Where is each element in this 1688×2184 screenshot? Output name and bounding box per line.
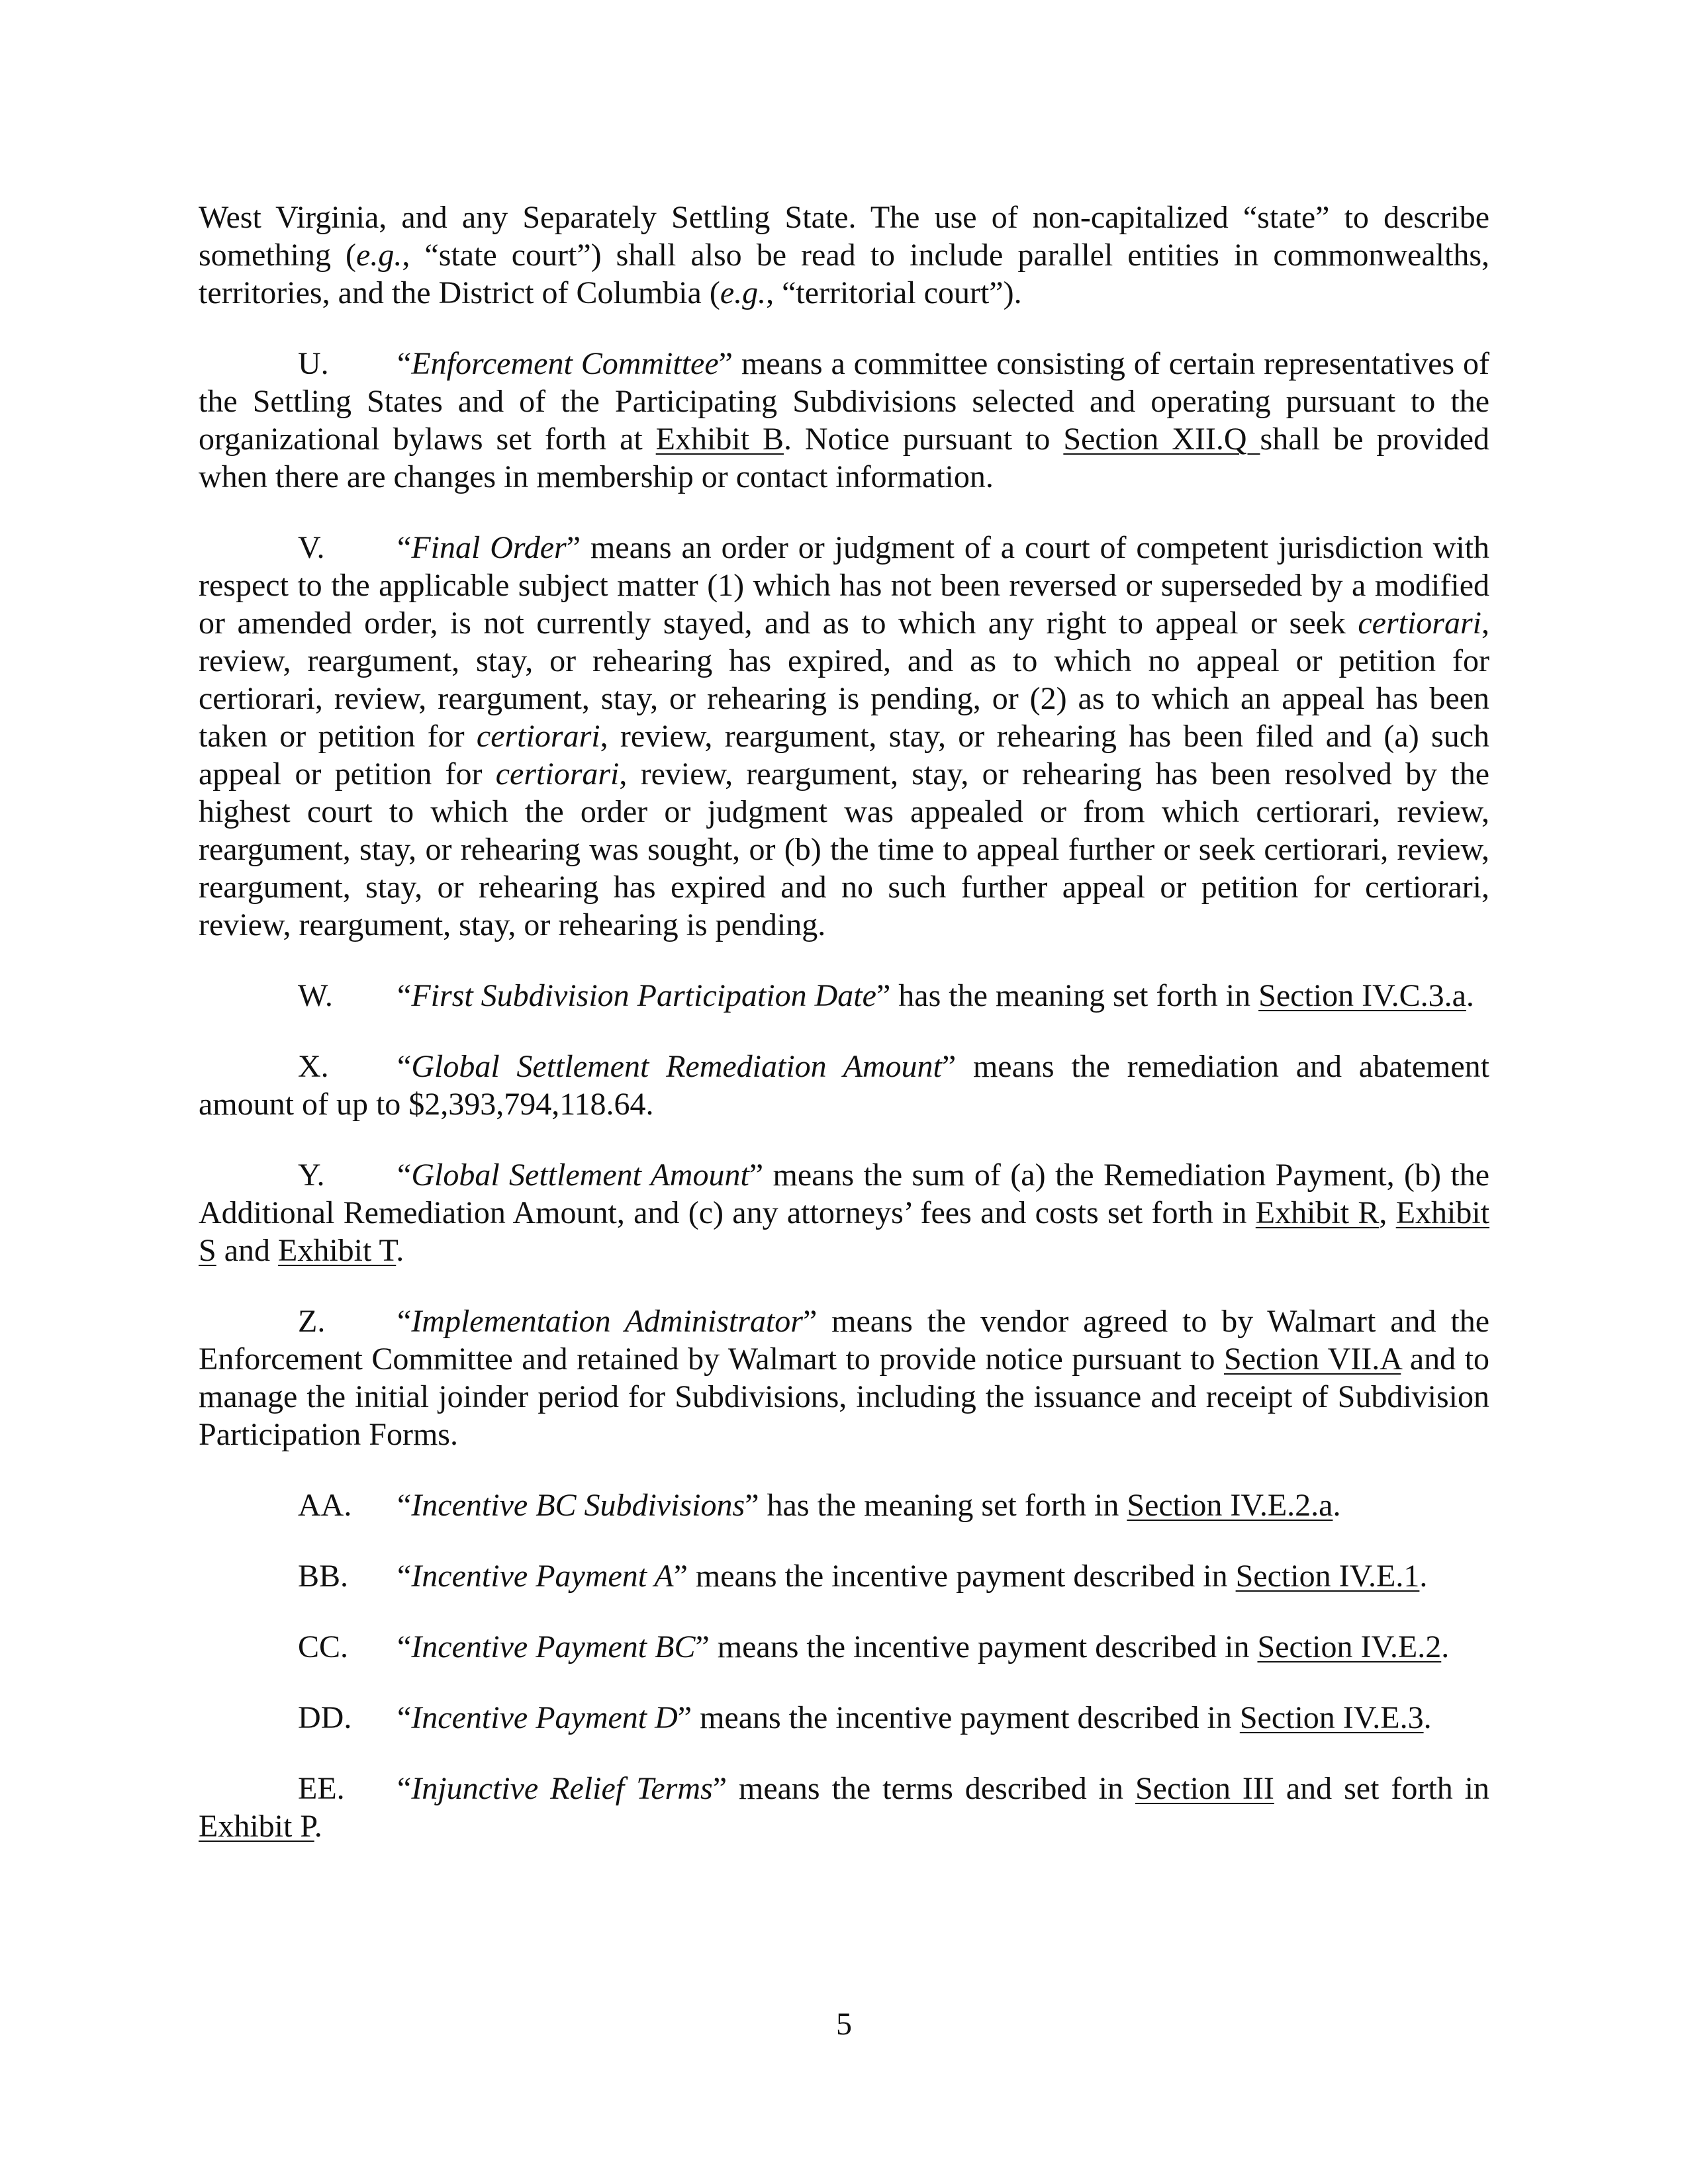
definition-cc xyxy=(199,1628,1489,1666)
defined-term: Incentive Payment A xyxy=(411,1559,674,1594)
definition-letter: AA. xyxy=(298,1488,352,1523)
italic-text: certiorari xyxy=(1358,606,1481,641)
definition-letter: BB. xyxy=(298,1559,349,1594)
definition-y xyxy=(199,1156,1489,1269)
cross-reference: Section IV.E.1 xyxy=(1235,1559,1420,1594)
definition-letter: DD. xyxy=(298,1700,352,1735)
definition-letter: U. xyxy=(298,346,329,381)
text-run: and to manage the initial joinder period for Subdivisions, including the issuance and receipt of Subdivision Participation Forms. xyxy=(199,1342,1490,1452)
defined-term: Global Settlement Amount xyxy=(411,1158,749,1193)
definition-bb xyxy=(199,1557,1489,1595)
text-run: , review, reargument, stay, or rehearing has been filed and (a) such appeal or petition for xyxy=(199,719,1490,792)
text-run: “ xyxy=(397,978,412,1013)
text-run: ” means the terms described in xyxy=(712,1771,1135,1806)
text-run: and xyxy=(216,1233,279,1268)
text-run: ” means the incentive payment described in xyxy=(695,1629,1258,1664)
text-run: . Notice pursuant to xyxy=(783,422,1064,457)
defined-term: Final Order xyxy=(411,530,567,565)
text-run: “ xyxy=(397,1304,412,1339)
defined-term: Enforcement Committee xyxy=(411,346,719,381)
definition-aa xyxy=(199,1486,1489,1524)
cross-reference: Exhibit S xyxy=(199,1195,1490,1268)
text-run: , review, reargument, stay, or rehearing has been resolved by the highest court to which the order or judgment was appealed or from which certiorari, review, reargument, stay, or rehearing was sought, or (b) the time to appeal further or seek certiorari, review, reargument, stay, or rehearing has expired and no such further appeal or petition for certiorari, review, reargument, stay, or rehearing is pending. xyxy=(199,756,1489,942)
definition-letter: Y. xyxy=(298,1158,325,1193)
text-run: ” has the meaning set forth in xyxy=(876,978,1259,1013)
cross-reference: Section IV.C.3.a xyxy=(1258,978,1466,1013)
text-run: “ xyxy=(397,1629,412,1664)
text-run: West Virginia, and any Separately Settling State. The use of non-capitalized “state” to describe something ( xyxy=(199,200,1489,273)
definition-letter: X. xyxy=(298,1049,329,1084)
italic-text: certiorari xyxy=(495,756,620,792)
text-run: ” means the vendor agreed to by Walmart and the Enforcement Committee and retained by Walmart to provide notice pursuant to xyxy=(199,1304,1490,1377)
definition-letter: CC. xyxy=(298,1629,349,1664)
definition-letter: Z. xyxy=(298,1304,326,1339)
page-number: 5 xyxy=(836,2007,852,2042)
text-run: and set forth in xyxy=(1274,1771,1490,1806)
text-run: . xyxy=(1419,1559,1428,1594)
definition-u xyxy=(199,345,1489,496)
cross-reference: Section IV.E.2.a xyxy=(1127,1488,1333,1523)
text-run: ” means the sum of (a) the Remediation Payment, (b) the Additional Remediation Amount, and (c) any attorneys’ fees and costs set forth in xyxy=(199,1158,1489,1230)
text-run: shall be provided when there are changes in membership or contact information. xyxy=(199,422,1489,494)
cross-reference: Section VII.A xyxy=(1224,1342,1401,1377)
text-run: ” has the meaning set forth in xyxy=(745,1488,1127,1523)
definition-letter: EE. xyxy=(298,1771,345,1806)
cross-reference: Exhibit R xyxy=(1255,1195,1380,1230)
italic-text: e.g. xyxy=(356,238,402,273)
defined-term: Implementation Administrator xyxy=(411,1304,803,1339)
italic-text: certiorari xyxy=(476,719,600,754)
text-run: “ xyxy=(397,1158,412,1193)
defined-term: Incentive Payment BC xyxy=(411,1629,696,1664)
text-run: “ xyxy=(397,1700,412,1735)
text-run: ” means the remediation and abatement amount of up to $2,393,794,118.64. xyxy=(199,1049,1490,1122)
text-run: . xyxy=(396,1233,404,1268)
cross-reference: Section IV.E.3 xyxy=(1239,1700,1424,1735)
defined-term: Incentive BC Subdivisions xyxy=(411,1488,745,1523)
text-run: . xyxy=(314,1809,322,1844)
cross-reference: Exhibit P xyxy=(199,1809,314,1844)
definition-z xyxy=(199,1302,1489,1453)
text-run: ” means an order or judgment of a court of competent jurisdiction with respect to the applicable subject matter (1) which has not been reversed or superseded by a modified or amended order, is not currently stayed, and as to which any right to appeal or seek xyxy=(199,530,1490,641)
definition-letter: W. xyxy=(298,978,333,1013)
defined-term: First Subdivision Participation Date xyxy=(411,978,876,1013)
text-run: , “state court”) shall also be read to include parallel entities in commonwealths, territories, and the District of Columbia ( xyxy=(199,238,1489,310)
text-run: ” means the incentive payment described in xyxy=(677,1700,1240,1735)
text-run: ” means a committee consisting of certain representatives of the Settling States and of the Participating Subdivisions selected and operating pursuant to the organizational bylaws set forth at xyxy=(199,346,1489,457)
cross-reference: Section IV.E.2 xyxy=(1257,1629,1442,1664)
text-run: “ xyxy=(397,1559,412,1594)
definition-x xyxy=(199,1048,1489,1123)
text-run: , “territorial court”). xyxy=(766,275,1022,310)
text-run: “ xyxy=(397,346,412,381)
cross-reference: Exhibit T xyxy=(278,1233,397,1268)
text-run: ” means the incentive payment described in xyxy=(673,1559,1236,1594)
cross-reference: Section III xyxy=(1135,1771,1274,1806)
cross-reference: Section XII.Q xyxy=(1063,422,1260,457)
text-run: . xyxy=(1466,978,1474,1013)
definition-ee xyxy=(199,1770,1489,1845)
text-run: . xyxy=(1333,1488,1341,1523)
text-run: “ xyxy=(397,1488,412,1523)
defined-term: Global Settlement Remediation Amount xyxy=(411,1049,942,1084)
text-run: “ xyxy=(397,1771,412,1806)
definition-letter: V. xyxy=(298,530,325,565)
text-run: “ xyxy=(397,1049,412,1084)
continuation-paragraph xyxy=(199,199,1489,312)
cross-reference: Exhibit B xyxy=(655,422,784,457)
definition-w xyxy=(199,977,1489,1015)
definition-dd xyxy=(199,1699,1489,1737)
defined-term: Incentive Payment D xyxy=(411,1700,678,1735)
text-run: , xyxy=(1379,1195,1396,1230)
text-run: “ xyxy=(397,530,412,565)
text-run: . xyxy=(1441,1629,1450,1664)
text-run: , review, reargument, stay, or rehearing has expired, and as to which no appeal or petition for certiorari, review, reargument, stay, or rehearing is pending, or (2) as to which an appeal has been taken or petition for xyxy=(199,606,1489,754)
definition-v xyxy=(199,529,1489,944)
document-body xyxy=(199,199,1489,1845)
italic-text: e.g. xyxy=(720,275,767,310)
defined-term: Injunctive Relief Terms xyxy=(411,1771,713,1806)
text-run: . xyxy=(1423,1700,1432,1735)
